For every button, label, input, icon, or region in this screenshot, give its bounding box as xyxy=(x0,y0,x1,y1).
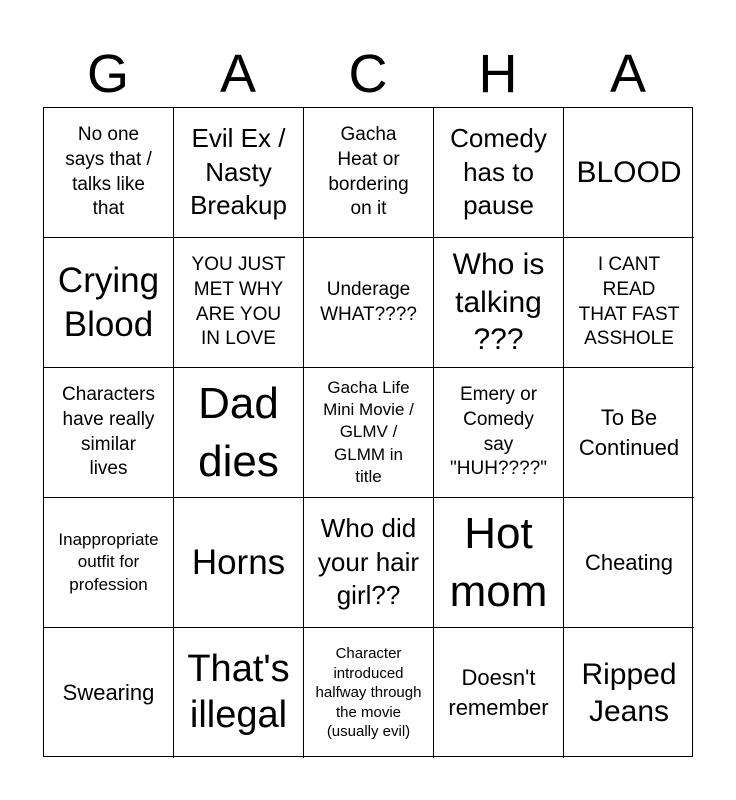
bingo-cell[interactable]: BLOOD xyxy=(564,108,694,238)
header-letter-c: C xyxy=(348,44,388,104)
bingo-cell[interactable]: Underage WHAT???? xyxy=(304,238,434,368)
bingo-cell[interactable]: Doesn't remember xyxy=(434,628,564,758)
bingo-cell[interactable]: Inappropriate outfit for profession xyxy=(44,498,174,628)
bingo-cell[interactable]: Who did your hair girl?? xyxy=(304,498,434,628)
header-letter-a-2: A xyxy=(609,44,647,104)
bingo-cell[interactable]: Cheating xyxy=(564,498,694,628)
header-letter-g: G xyxy=(86,44,129,104)
bingo-cell[interactable]: Hot mom xyxy=(434,498,564,628)
bingo-cell[interactable]: Gacha Heat or bordering on it xyxy=(304,108,434,238)
bingo-cell[interactable]: Swearing xyxy=(44,628,174,758)
bingo-cell[interactable]: No one says that / talks like that xyxy=(44,108,174,238)
bingo-cell[interactable]: Gacha Life Mini Movie / GLMV / GLMM in title xyxy=(304,368,434,498)
bingo-cell[interactable]: Comedy has to pause xyxy=(434,108,564,238)
bingo-cell[interactable]: YOU JUST MET WHY ARE YOU IN LOVE xyxy=(174,238,304,368)
bingo-cell[interactable]: Horns xyxy=(174,498,304,628)
bingo-cell[interactable]: Evil Ex / Nasty Breakup xyxy=(174,108,304,238)
bingo-cell[interactable]: Character introduced halfway through the movie (usually evil) xyxy=(304,628,434,758)
bingo-cell[interactable]: To Be Continued xyxy=(564,368,694,498)
bingo-cell[interactable]: Who is talking ??? xyxy=(434,238,564,368)
bingo-cell[interactable]: Ripped Jeans xyxy=(581,657,677,728)
bingo-cell[interactable]: Characters have really similar lives xyxy=(44,368,174,498)
bingo-cell[interactable]: That's illegal xyxy=(174,628,304,758)
header-letter-a: A xyxy=(219,44,257,104)
bingo-cell[interactable]: Emery or Comedy say "HUH????" xyxy=(434,368,564,498)
bingo-cell[interactable]: Dad dies xyxy=(174,368,304,498)
header-letter-h: H xyxy=(478,44,518,104)
bingo-cell[interactable]: Crying Blood xyxy=(44,238,174,368)
bingo-header xyxy=(43,40,693,108)
bingo-board xyxy=(43,107,693,757)
bingo-cell[interactable]: I CANT READ THAT FAST ASSHOLE xyxy=(564,238,694,368)
